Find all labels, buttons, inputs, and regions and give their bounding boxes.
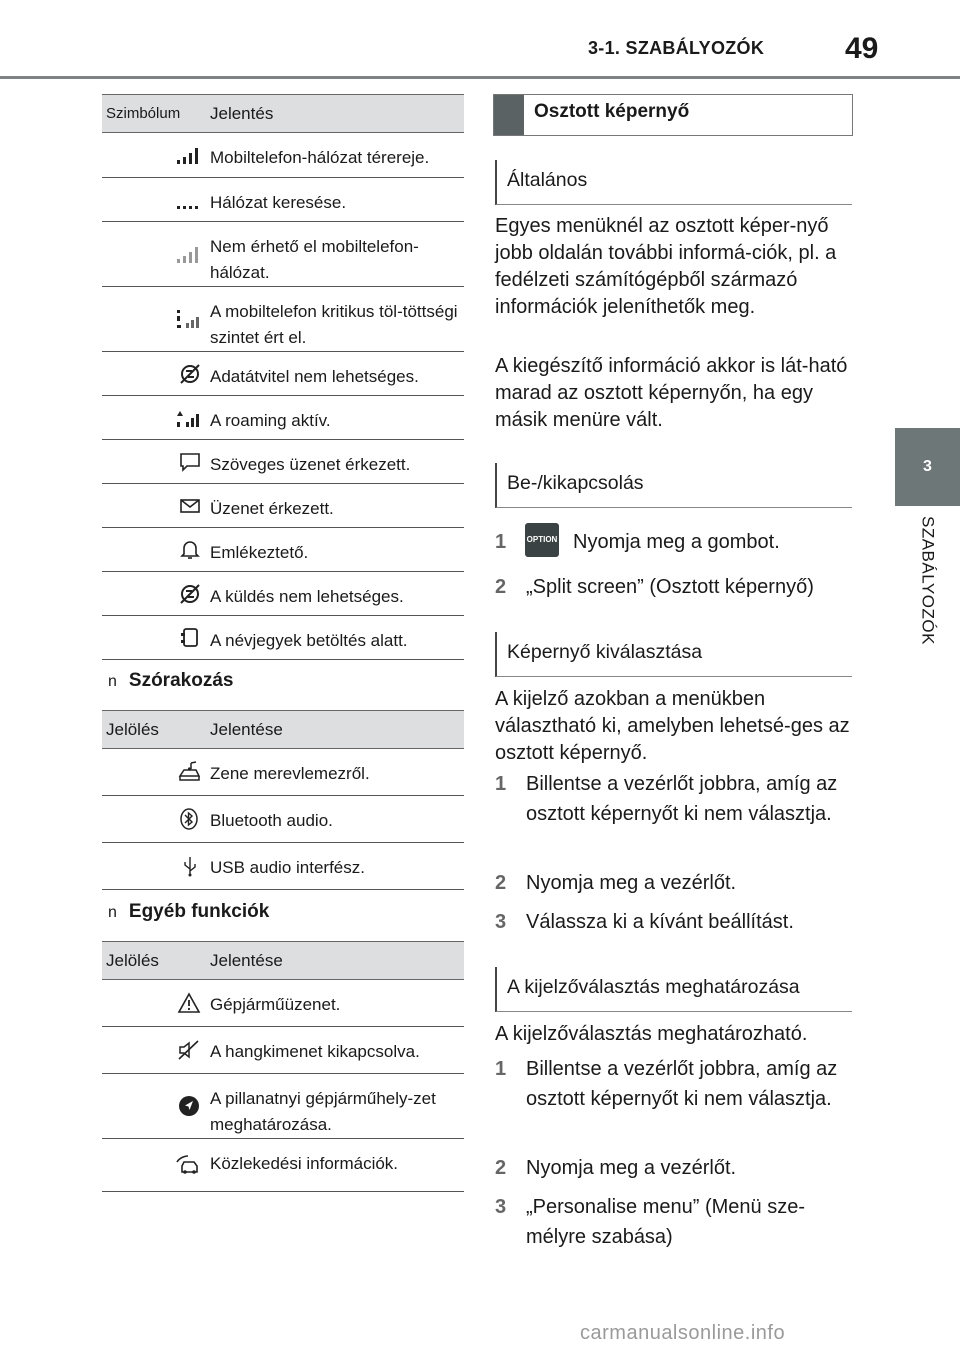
page-number: 49 bbox=[845, 32, 879, 65]
signal-strength-icon bbox=[176, 145, 202, 165]
mail-icon bbox=[178, 496, 202, 516]
table-row: A roaming aktív. bbox=[102, 396, 464, 440]
navigation-arrow-icon bbox=[176, 1093, 202, 1119]
table-header-symbol: Jelölés bbox=[102, 711, 206, 749]
table-row: Zene merevlemezről. bbox=[102, 749, 464, 796]
subsection-general: Általános bbox=[495, 160, 852, 205]
sms-icon bbox=[178, 451, 202, 473]
table-header-symbol: Jelölés bbox=[102, 942, 206, 980]
usb-icon bbox=[178, 854, 202, 878]
table-row: Emlékeztető. bbox=[102, 528, 464, 572]
table-row: Gépjárműüzenet. bbox=[102, 980, 464, 1027]
chapter-label: SZABÁLYOZÓK bbox=[918, 516, 938, 645]
no-network-icon bbox=[176, 244, 202, 264]
subsection-screen-select: Képernyő kiválasztása bbox=[495, 632, 852, 677]
roaming-icon bbox=[176, 408, 202, 428]
table-row: USB audio interfész. bbox=[102, 843, 464, 890]
table-row: A pillanatnyi gépjárműhely-zet meghatározása. bbox=[102, 1074, 464, 1139]
symbol-table-phone bbox=[102, 94, 464, 660]
general-paragraph-2: A kiegészítő információ akkor is lát-ható marad az osztott képernyőn, ha egy másik menüre vált. bbox=[495, 355, 848, 431]
bell-icon bbox=[178, 539, 202, 561]
hdd-music-icon bbox=[176, 760, 202, 784]
table-row: Hálózat keresése. bbox=[102, 178, 464, 222]
table-row: A névjegyek betöltés alatt. bbox=[102, 616, 464, 660]
table-header-meaning: Jelentése bbox=[206, 711, 464, 749]
table-row: A hangkimenet kikapcsolva. bbox=[102, 1027, 464, 1074]
select-paragraph: A kijelző azokban a menükben választható ki, amelyben lehetsé-ges az osztott képernyő. bbox=[495, 688, 850, 764]
table-row: Közlekedési információk. bbox=[102, 1139, 464, 1192]
mute-icon bbox=[176, 1038, 202, 1062]
define-paragraph: A kijelzőválasztás meghatározható. bbox=[495, 1023, 808, 1045]
section-title: 3-1. SZABÁLYOZÓK bbox=[588, 38, 765, 58]
critical-battery-icon bbox=[176, 308, 202, 330]
network-search-icon bbox=[176, 190, 202, 210]
subsection-on-off: Be-/kikapcsolás bbox=[495, 463, 852, 508]
traffic-info-icon bbox=[174, 1153, 202, 1177]
contacts-loading-icon bbox=[178, 626, 202, 650]
table-row: Nem érhető el mobiltelefon-hálózat. bbox=[102, 222, 464, 287]
option-button-icon: OPTION bbox=[525, 523, 559, 557]
subheading-entertainment: n Szórakozás bbox=[108, 670, 234, 691]
table-row: Üzenet érkezett. bbox=[102, 484, 464, 528]
section-marker bbox=[494, 95, 524, 135]
section-box-split-screen bbox=[493, 94, 853, 136]
table-row: A küldés nem lehetséges. bbox=[102, 572, 464, 616]
table-header-meaning: Jelentés bbox=[206, 95, 464, 133]
watermark: carmanualsonline.info bbox=[580, 1322, 786, 1344]
section-box-title: Osztott képernyő bbox=[534, 101, 690, 122]
table-header-symbol: Szimbólum bbox=[102, 95, 206, 133]
table-row: Szöveges üzenet érkezett. bbox=[102, 440, 464, 484]
table-row: Adatátvitel nem lehetséges. bbox=[102, 352, 464, 396]
table-row: A mobiltelefon kritikus töl-töttségi szintet ért el. bbox=[102, 287, 464, 352]
no-data-icon bbox=[178, 363, 202, 385]
send-disabled-icon bbox=[178, 583, 202, 605]
bluetooth-audio-icon bbox=[176, 807, 202, 831]
chapter-tab: 3 bbox=[895, 428, 960, 506]
header-rule bbox=[0, 76, 960, 79]
subheading-other-functions: n Egyéb funkciók bbox=[108, 901, 270, 922]
table-row: Mobiltelefon-hálózat térereje. bbox=[102, 133, 464, 178]
subsection-display-define: A kijelzőválasztás meghatározása bbox=[495, 967, 852, 1012]
symbol-table-other bbox=[102, 941, 464, 1192]
table-row: Bluetooth audio. bbox=[102, 796, 464, 843]
warning-icon bbox=[176, 991, 202, 1015]
symbol-table-entertainment bbox=[102, 710, 464, 890]
table-header-meaning: Jelentése bbox=[206, 942, 464, 980]
general-paragraph-1: Egyes menüknél az osztott képer-nyő jobb oldalán további informá-ciók, pl. a fedélzeti számítógépből származó információk jeleníthetők meg. bbox=[495, 215, 837, 318]
